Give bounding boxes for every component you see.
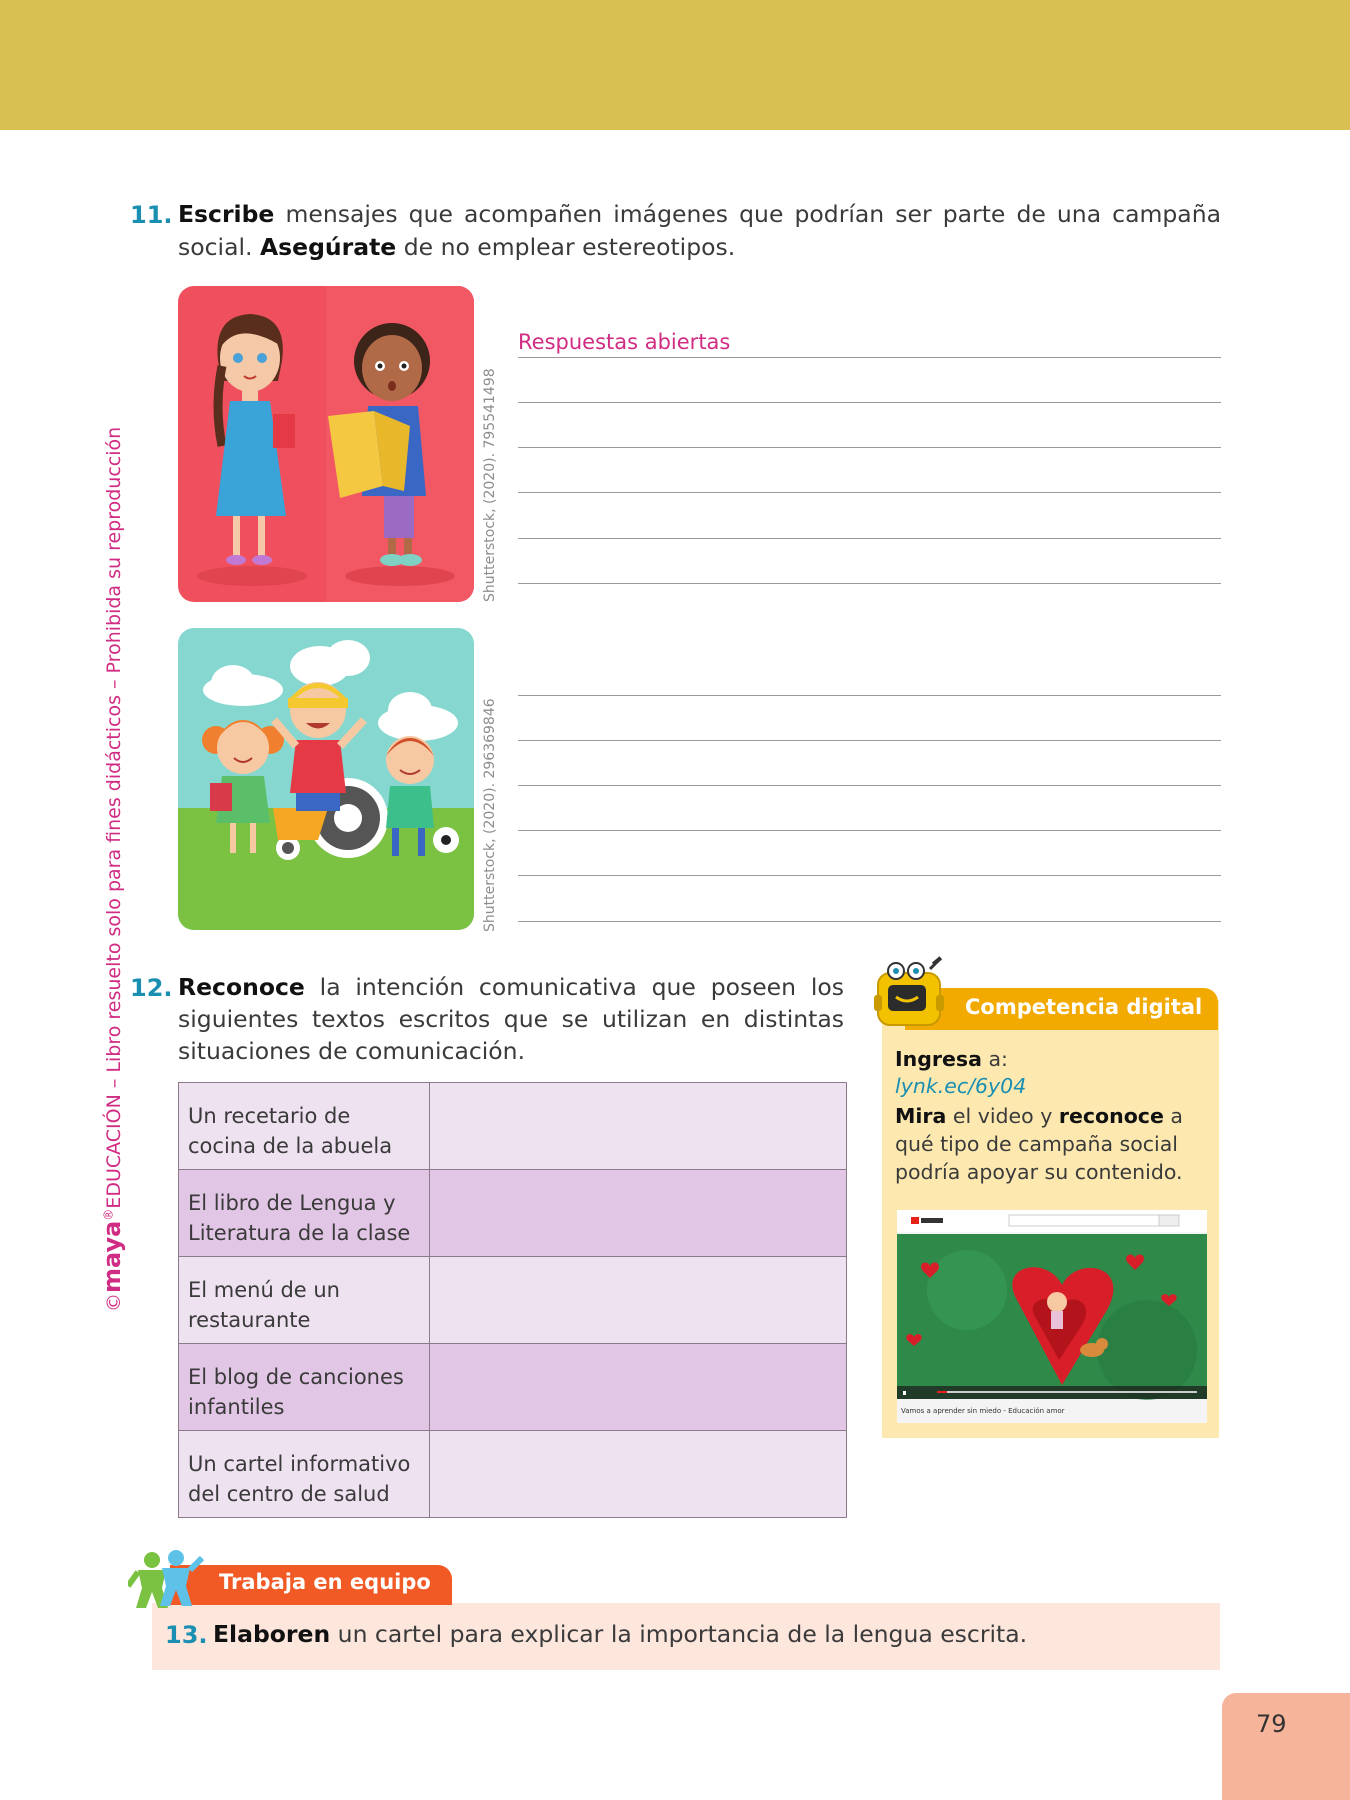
exercise-12-text: la intención comunicativa que poseen los siguientes textos escritos que se utilizan en distintas situaciones de comunicación. bbox=[178, 973, 844, 1065]
table-answer-cell[interactable] bbox=[430, 1257, 846, 1343]
exercise-11-instruction bbox=[178, 198, 1221, 264]
exercise-13-instruction bbox=[213, 1618, 1193, 1651]
table-answer-cell[interactable] bbox=[430, 1170, 846, 1256]
table-row-label: El libro de Lengua y Literatura de la clase bbox=[179, 1170, 430, 1256]
image-credit-1: Shutterstock, (2020). 795541498 bbox=[482, 368, 498, 602]
verb-mira: Mira bbox=[895, 1104, 947, 1128]
brand-logo-text: maya bbox=[98, 1220, 126, 1293]
writing-line[interactable] bbox=[518, 830, 1221, 831]
table-row-label: El blog de canciones infantiles bbox=[179, 1344, 430, 1430]
table-answer-cell[interactable] bbox=[430, 1344, 846, 1430]
digital-competence-access bbox=[895, 1045, 1195, 1073]
image-credit-2: Shutterstock, (2020). 296369846 bbox=[482, 698, 498, 932]
exercise-11-text-2: de no emplear estereotipos. bbox=[396, 233, 736, 261]
exercise-11-number: 11. bbox=[130, 201, 173, 229]
writing-line[interactable] bbox=[518, 875, 1221, 876]
writing-line[interactable] bbox=[518, 583, 1221, 584]
writing-line[interactable] bbox=[518, 538, 1221, 539]
exercise-13-text: un cartel para explicar la importancia de la lengua escrita. bbox=[330, 1620, 1028, 1648]
table-row bbox=[179, 1430, 846, 1517]
table-row-label: Un cartel informativo del centro de salud bbox=[179, 1431, 430, 1517]
table-answer-cell[interactable] bbox=[430, 1431, 846, 1517]
table-row-label: El menú de un restaurante bbox=[179, 1257, 430, 1343]
writing-line[interactable] bbox=[518, 921, 1221, 922]
table-row bbox=[179, 1169, 846, 1256]
instruction-end: a qué tipo de campaña social podría apoyar su contenido. bbox=[895, 1104, 1183, 1184]
video-thumbnail[interactable] bbox=[897, 1210, 1207, 1423]
writing-line[interactable] bbox=[518, 402, 1221, 403]
exercise-13-verb-elaboren: Elaboren bbox=[213, 1620, 331, 1648]
table-row-label: Un recetario de cocina de la abuela bbox=[179, 1083, 430, 1169]
writing-line[interactable] bbox=[518, 740, 1221, 741]
writing-line[interactable] bbox=[518, 695, 1221, 696]
team-work-title: Trabaja en equipo bbox=[219, 1570, 431, 1594]
video-caption: Vamos a aprender sin miedo - Educación amor bbox=[901, 1407, 1065, 1415]
campaign-image-kids-books bbox=[178, 286, 474, 602]
exercise-11-text-1: mensajes que acompañen imágenes que podrían ser parte de una campaña social. bbox=[178, 200, 1221, 261]
page-number: 79 bbox=[1256, 1710, 1287, 1738]
writing-line[interactable] bbox=[518, 492, 1221, 493]
exercise-12-verb-reconoce: Reconoce bbox=[178, 973, 305, 1001]
answer-hint: Respuestas abiertas bbox=[518, 330, 731, 354]
exercise-12-number: 12. bbox=[130, 974, 173, 1002]
digital-competence-instruction bbox=[895, 1102, 1195, 1186]
writing-line[interactable] bbox=[518, 447, 1221, 448]
access-suffix: a: bbox=[981, 1047, 1008, 1071]
instruction-mid: el video y bbox=[946, 1104, 1059, 1128]
campaign-image-kids-wheelchair bbox=[178, 628, 474, 930]
table-row bbox=[179, 1256, 846, 1343]
registered-symbol: ® bbox=[101, 1208, 116, 1221]
exercise-13-number: 13. bbox=[165, 1621, 208, 1649]
robot-mascot-icon bbox=[874, 955, 954, 1039]
digital-competence-title: Competencia digital bbox=[965, 995, 1203, 1019]
side-copyright-note bbox=[98, 427, 126, 1312]
copyright-text: EDUCACIÓN – Libro resuelto solo para fines didácticos – Prohibida su reproducción bbox=[103, 426, 125, 1209]
top-color-band bbox=[0, 0, 1350, 130]
table-row bbox=[179, 1343, 846, 1430]
exercise-11-verb-escribe: Escribe bbox=[178, 200, 275, 228]
writing-line[interactable] bbox=[518, 357, 1221, 358]
verb-reconoce: reconoce bbox=[1058, 1104, 1164, 1128]
copyright-symbol: © bbox=[103, 1293, 125, 1312]
verb-ingresa: Ingresa bbox=[895, 1047, 982, 1071]
video-link[interactable]: lynk.ec/6y04 bbox=[895, 1074, 1027, 1098]
communicative-intention-table bbox=[178, 1082, 847, 1518]
table-answer-cell[interactable] bbox=[430, 1083, 846, 1169]
exercise-11-verb-asegurate: Asegúrate bbox=[259, 233, 397, 261]
exercise-12-instruction bbox=[178, 971, 844, 1067]
writing-line[interactable] bbox=[518, 785, 1221, 786]
team-people-icon bbox=[128, 1550, 218, 1614]
table-row bbox=[179, 1083, 846, 1169]
